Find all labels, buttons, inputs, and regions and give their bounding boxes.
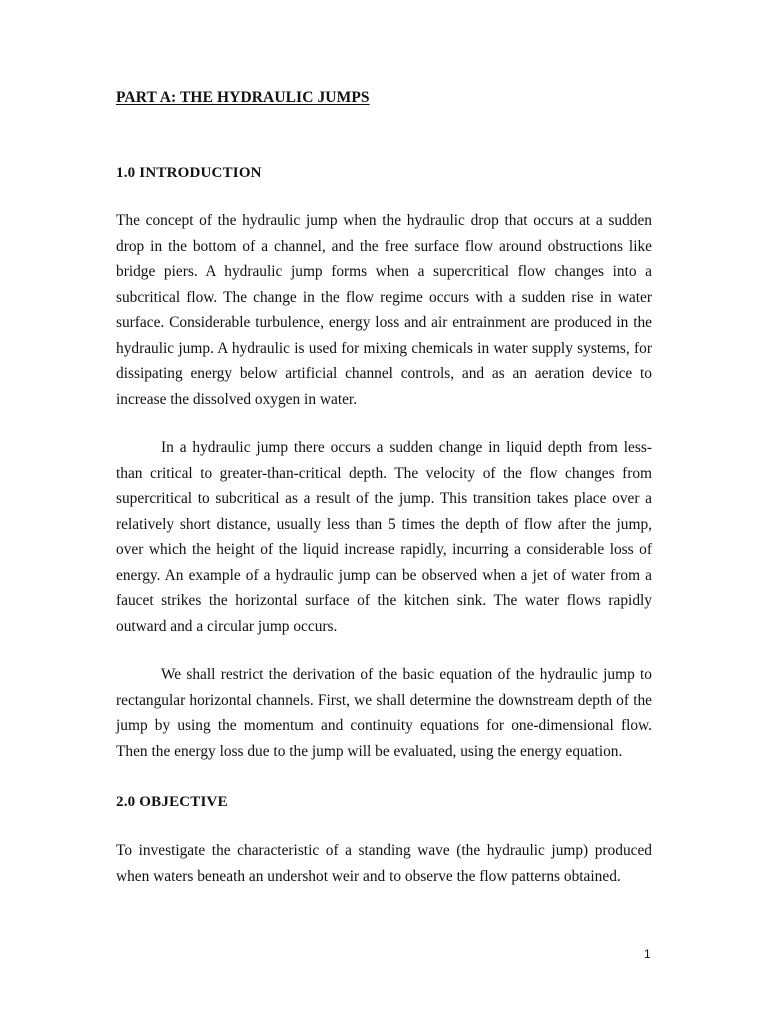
introduction-paragraph-2: In a hydraulic jump there occurs a sudden change in liquid depth from less-than critical to greater-than-critical depth. The velocity of the flow changes from supercritical to subcritical as a result of the jump. This transition takes place over a relatively short distance, usually less than 5 times the depth of flow after the jump, over which the height of the liquid increase rapidly, incurring a considerable loss of energy. An example of a hydraulic jump can be observed when a jet of water from a faucet strikes the horizontal surface of the kitchen sink. The water flows rapidly outward and a circular jump occurs.	[116, 439, 652, 635]
introduction-paragraph-1: The concept of the hydraulic jump when the hydraulic drop that occurs at a sudden drop in the bottom of a channel, and the free surface flow around obstructions like bridge piers. A hydraulic jump forms when a supercritical flow changes into a subcritical flow. The change in the flow regime occurs with a sudden rise in water surface. Considerable turbulence, energy loss and air entrainment are produced in the hydraulic jump. A hydraulic is used for mixing chemicals in water supply systems, for dissipating energy below artificial channel controls, and as an aeration device to increase the dissolved oxygen in water.	[116, 212, 652, 408]
page-number: 1	[644, 947, 651, 961]
part-title: PART A: THE HYDRAULIC JUMPS	[116, 89, 370, 106]
objective-paragraph: To investigate the characteristic of a standing wave (the hydraulic jump) produced when waters beneath an undershot weir and to observe the flow patterns obtained.	[116, 842, 652, 885]
section-heading-introduction: 1.0 INTRODUCTION	[116, 165, 262, 181]
introduction-paragraph-3: We shall restrict the derivation of the basic equation of the hydraulic jump to rectangular horizontal channels. First, we shall determine the downstream depth of the jump by using the momentum and continuity equations for one-dimensional flow. Then the energy loss due to the jump will be evaluated, using the energy equation.	[116, 666, 652, 760]
section-heading-objective: 2.0 OBJECTIVE	[116, 794, 228, 810]
